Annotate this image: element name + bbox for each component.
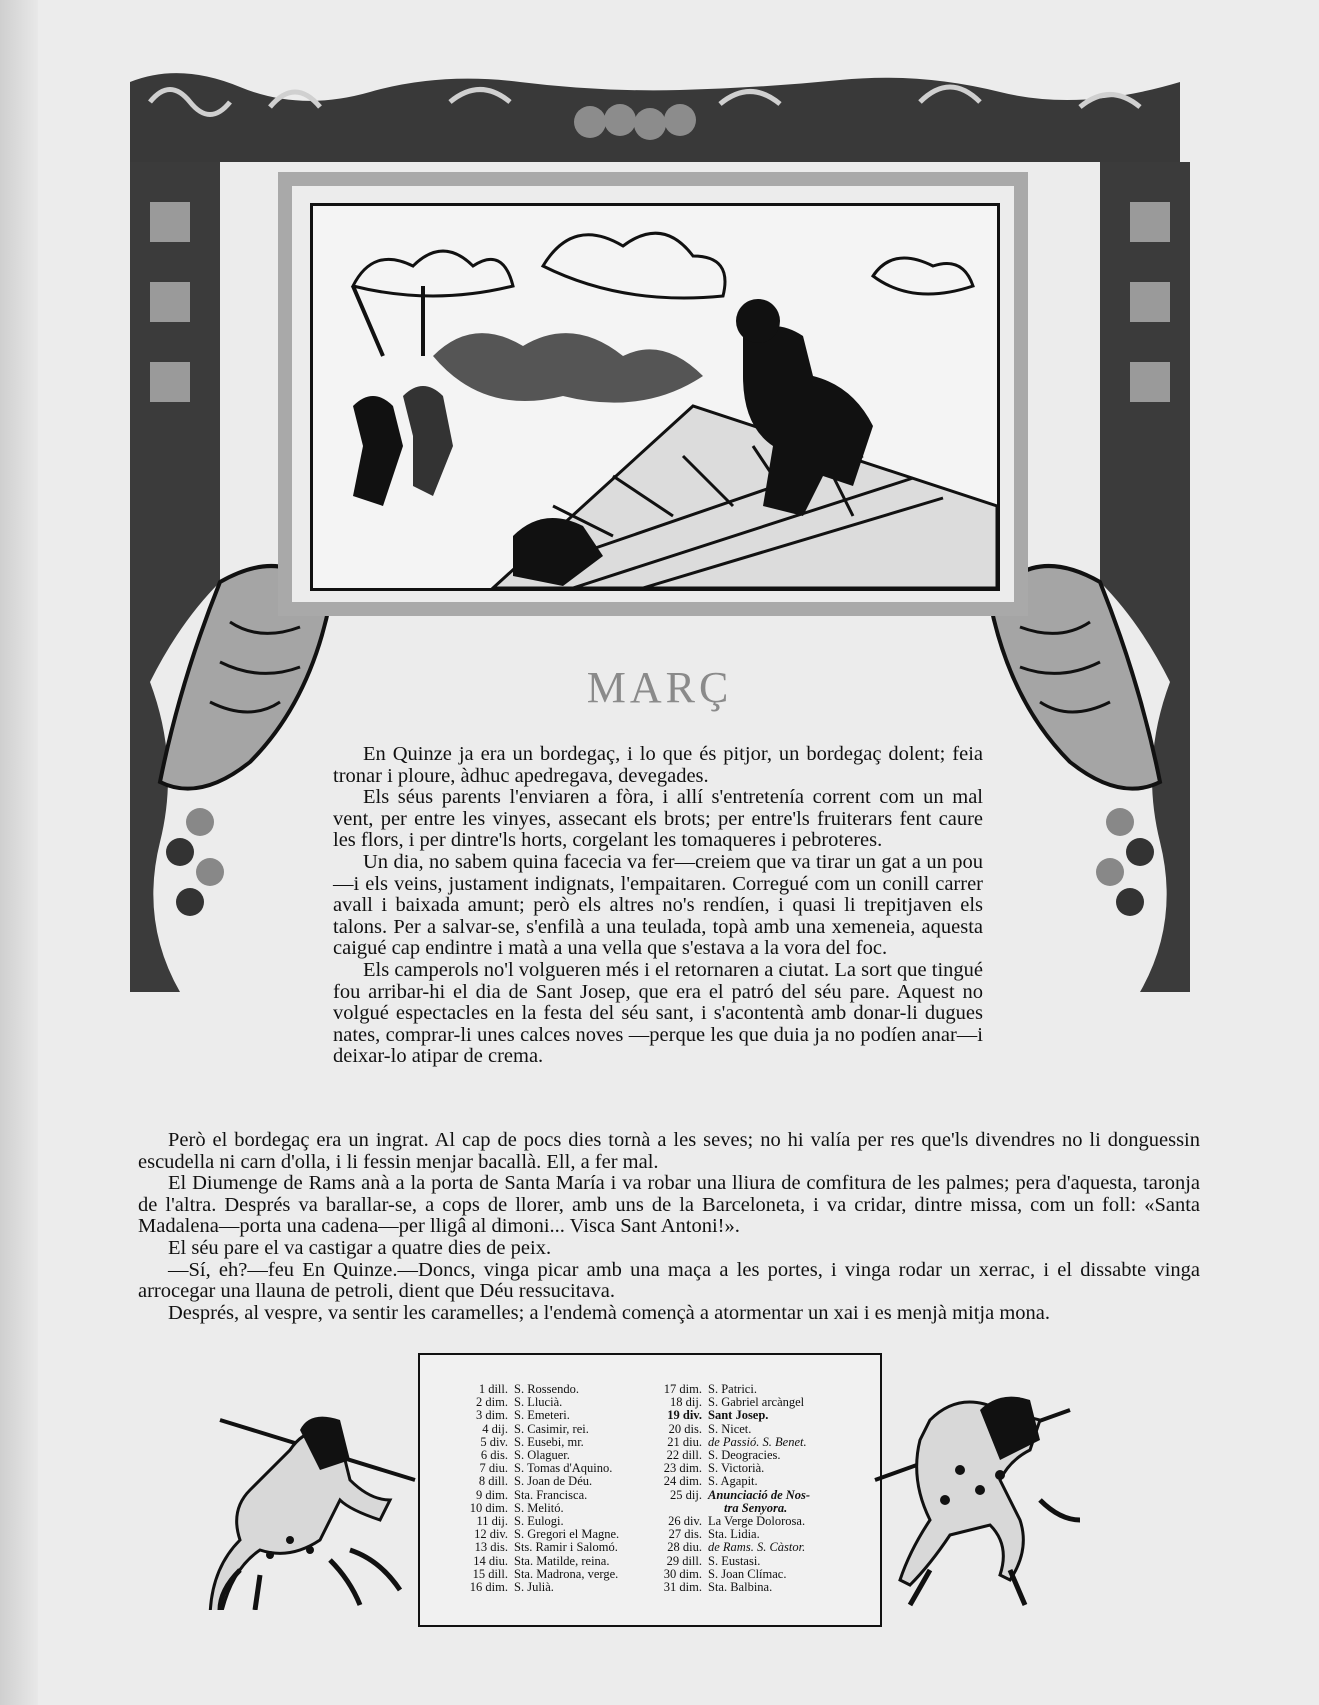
book-gutter	[0, 0, 38, 1705]
calendar-entry: 26 div. La Verge Dolorosa.	[668, 1514, 806, 1529]
calendar-entry: 13 dis. Sts. Ramir i Salomó.	[474, 1540, 618, 1555]
calendar-entry: 18 dij. S. Gabriel arcàngel	[670, 1395, 805, 1410]
story-text-narrow	[333, 744, 983, 1068]
left-rider-illustration	[200, 1390, 420, 1610]
calendar-entry: 7 diu. S. Tomas d'Aquino.	[479, 1461, 613, 1476]
calendar-entry: 14 diu. Sta. Matilde, reina.	[473, 1553, 610, 1568]
right-rider-illustration	[870, 1380, 1090, 1610]
calendar-entry: 5 div. S. Eusebi, mr.	[480, 1434, 584, 1449]
calendar-entry: 20 dis. S. Nicet.	[668, 1421, 752, 1436]
calendar-entry: 22 dill. S. Deogracies.	[666, 1448, 781, 1463]
calendar-entry: 4 dij. S. Casimir, rei.	[482, 1421, 589, 1436]
calendar-entry: 23 dim. S. Victorià.	[663, 1461, 765, 1476]
paragraph: El Diumenge de Rams anà a la porta de Santa María i va robar una lliura de comfitura de les palmes; pera d'aquesta, taronja de l'altra. Després va barallar-se, a cops de llorer, amb uns de la Barceloneta, i va cridar, dintre missa, com un foll: «Santa Madalena—porta una cadena—per lligâ al dimoni... Visca Sant Antoni!».	[138, 1172, 1200, 1238]
calendar-entry: 16 dim. S. Julià.	[469, 1580, 554, 1595]
calendar-entry: 6 dis. S. Olaguer.	[480, 1448, 570, 1463]
paragraph: Els séus parents l'enviaren a fòra, i allí s'entretenía corrent com un mal vent, per entre les vinyes, assecant els brots; per entre'ls fruiterars fent caure les flors, i per dintre'ls horts, corgelant les tomaqueres i pebroteres.	[333, 786, 983, 852]
calendar-entry: 29 dill. S. Eustasi.	[666, 1553, 761, 1568]
calendar-entry: 12 div. S. Gregori el Magne.	[474, 1527, 620, 1542]
calendar-column-left	[428, 1383, 648, 1594]
paragraph: Després, al vespre, va sentir les caramelles; a l'endemà començà a atormentar un xai i es menjà mitja mona.	[168, 1301, 1050, 1324]
calendar-entry: 11 dij. S. Eulogi.	[476, 1514, 564, 1529]
story-text-wide	[138, 1130, 1200, 1324]
calendar-entry: tra Senyora.	[724, 1500, 788, 1515]
calendar-entry: 27 dis. Sta. Lidia.	[668, 1527, 760, 1542]
month-calendar	[418, 1353, 882, 1627]
calendar-column-right	[648, 1383, 874, 1594]
calendar-entry: 24 dim. S. Agapit.	[663, 1474, 758, 1489]
calendar-entry: 28 diu. de Rams. S. Càstor.	[667, 1540, 806, 1555]
paragraph: Els camperols no'l volgueren més i el retornaren a ciutat. La sort que tingué fou arribar-hi el dia de Sant Josep, que era el patró del séu pare. Aquest no volgué espectacles en la festa del séu sant, i s'acontentà amb donar-li dugues nates, comprar-li unes calces noves —perque les que duia ja no podíen anar—i deixar-lo atipar de crema.	[333, 958, 983, 1068]
calendar-entry: 21 diu. de Passió. S. Benet.	[667, 1434, 807, 1449]
paragraph: —Sí, eh?—feu En Quinze.—Doncs, vinga picar amb una maça a les portes, i vinga rodar un xerrac, i el dissabte vinga arrocegar una llauna de petroli, dient que Déu ressucitava.	[138, 1258, 1200, 1303]
calendar-entry: 17 dim. S. Patrici.	[663, 1382, 757, 1396]
paragraph: Però el bordegaç era un ingrat. Al cap de pocs dies tornà a les seves; no hi valía per res que'ls divendres no li donguessin escudella ni carn d'olla, i li fessin menjar bacallà. Ell, a fer mal.	[138, 1129, 1200, 1173]
calendar-entry: 1 dill. S. Rossendo.	[478, 1382, 579, 1396]
calendar-entry: 19 div. Sant Josep.	[667, 1408, 769, 1423]
calendar-entry: 3 dim. S. Emeteri.	[476, 1408, 570, 1423]
calendar-entry: 10 dim. S. Melitó.	[469, 1500, 564, 1515]
paragraph: El séu pare el va castigar a quatre dies de peix.	[168, 1236, 552, 1259]
rooftop-chase-illustration	[310, 203, 1000, 591]
calendar-entry: 8 dill. S. Joan de Déu.	[478, 1474, 593, 1489]
calendar-entry: 9 dim. Sta. Francisca.	[476, 1487, 588, 1502]
paragraph: En Quinze ja era un bordegaç, i lo que és pitjor, un bordegaç dolent; feia tronar i ploure, àdhuc apedregava, devegades.	[333, 743, 983, 787]
calendar-entry: 30 dim. S. Joan Clímac.	[663, 1566, 787, 1581]
month-title: MARÇ	[586, 663, 733, 712]
calendar-entry: 2 dim. S. Llucià.	[476, 1395, 563, 1410]
calendar-entry: 15 dill. Sta. Madrona, verge.	[472, 1566, 619, 1581]
calendar-entry: 25 dij. Anunciació de Nos-	[670, 1487, 811, 1502]
paragraph: Un dia, no sabem quina facecia va fer—creiem que va tirar un gat a un pou—i els veins, justament indignats, l'empaitaren. Corregué com un conill carrer avall i baixada amunt; però els altres no's rendíen, i quasi li trepitjaven els talons. Per a salvar-se, s'enfilà a una teulada, topà amb una xemeneia, aquesta caigué cap endintre i matà a una vella que s'estava a la vora del foc.	[333, 850, 983, 960]
calendar-entry: 31 dim. Sta. Balbina.	[663, 1580, 773, 1595]
